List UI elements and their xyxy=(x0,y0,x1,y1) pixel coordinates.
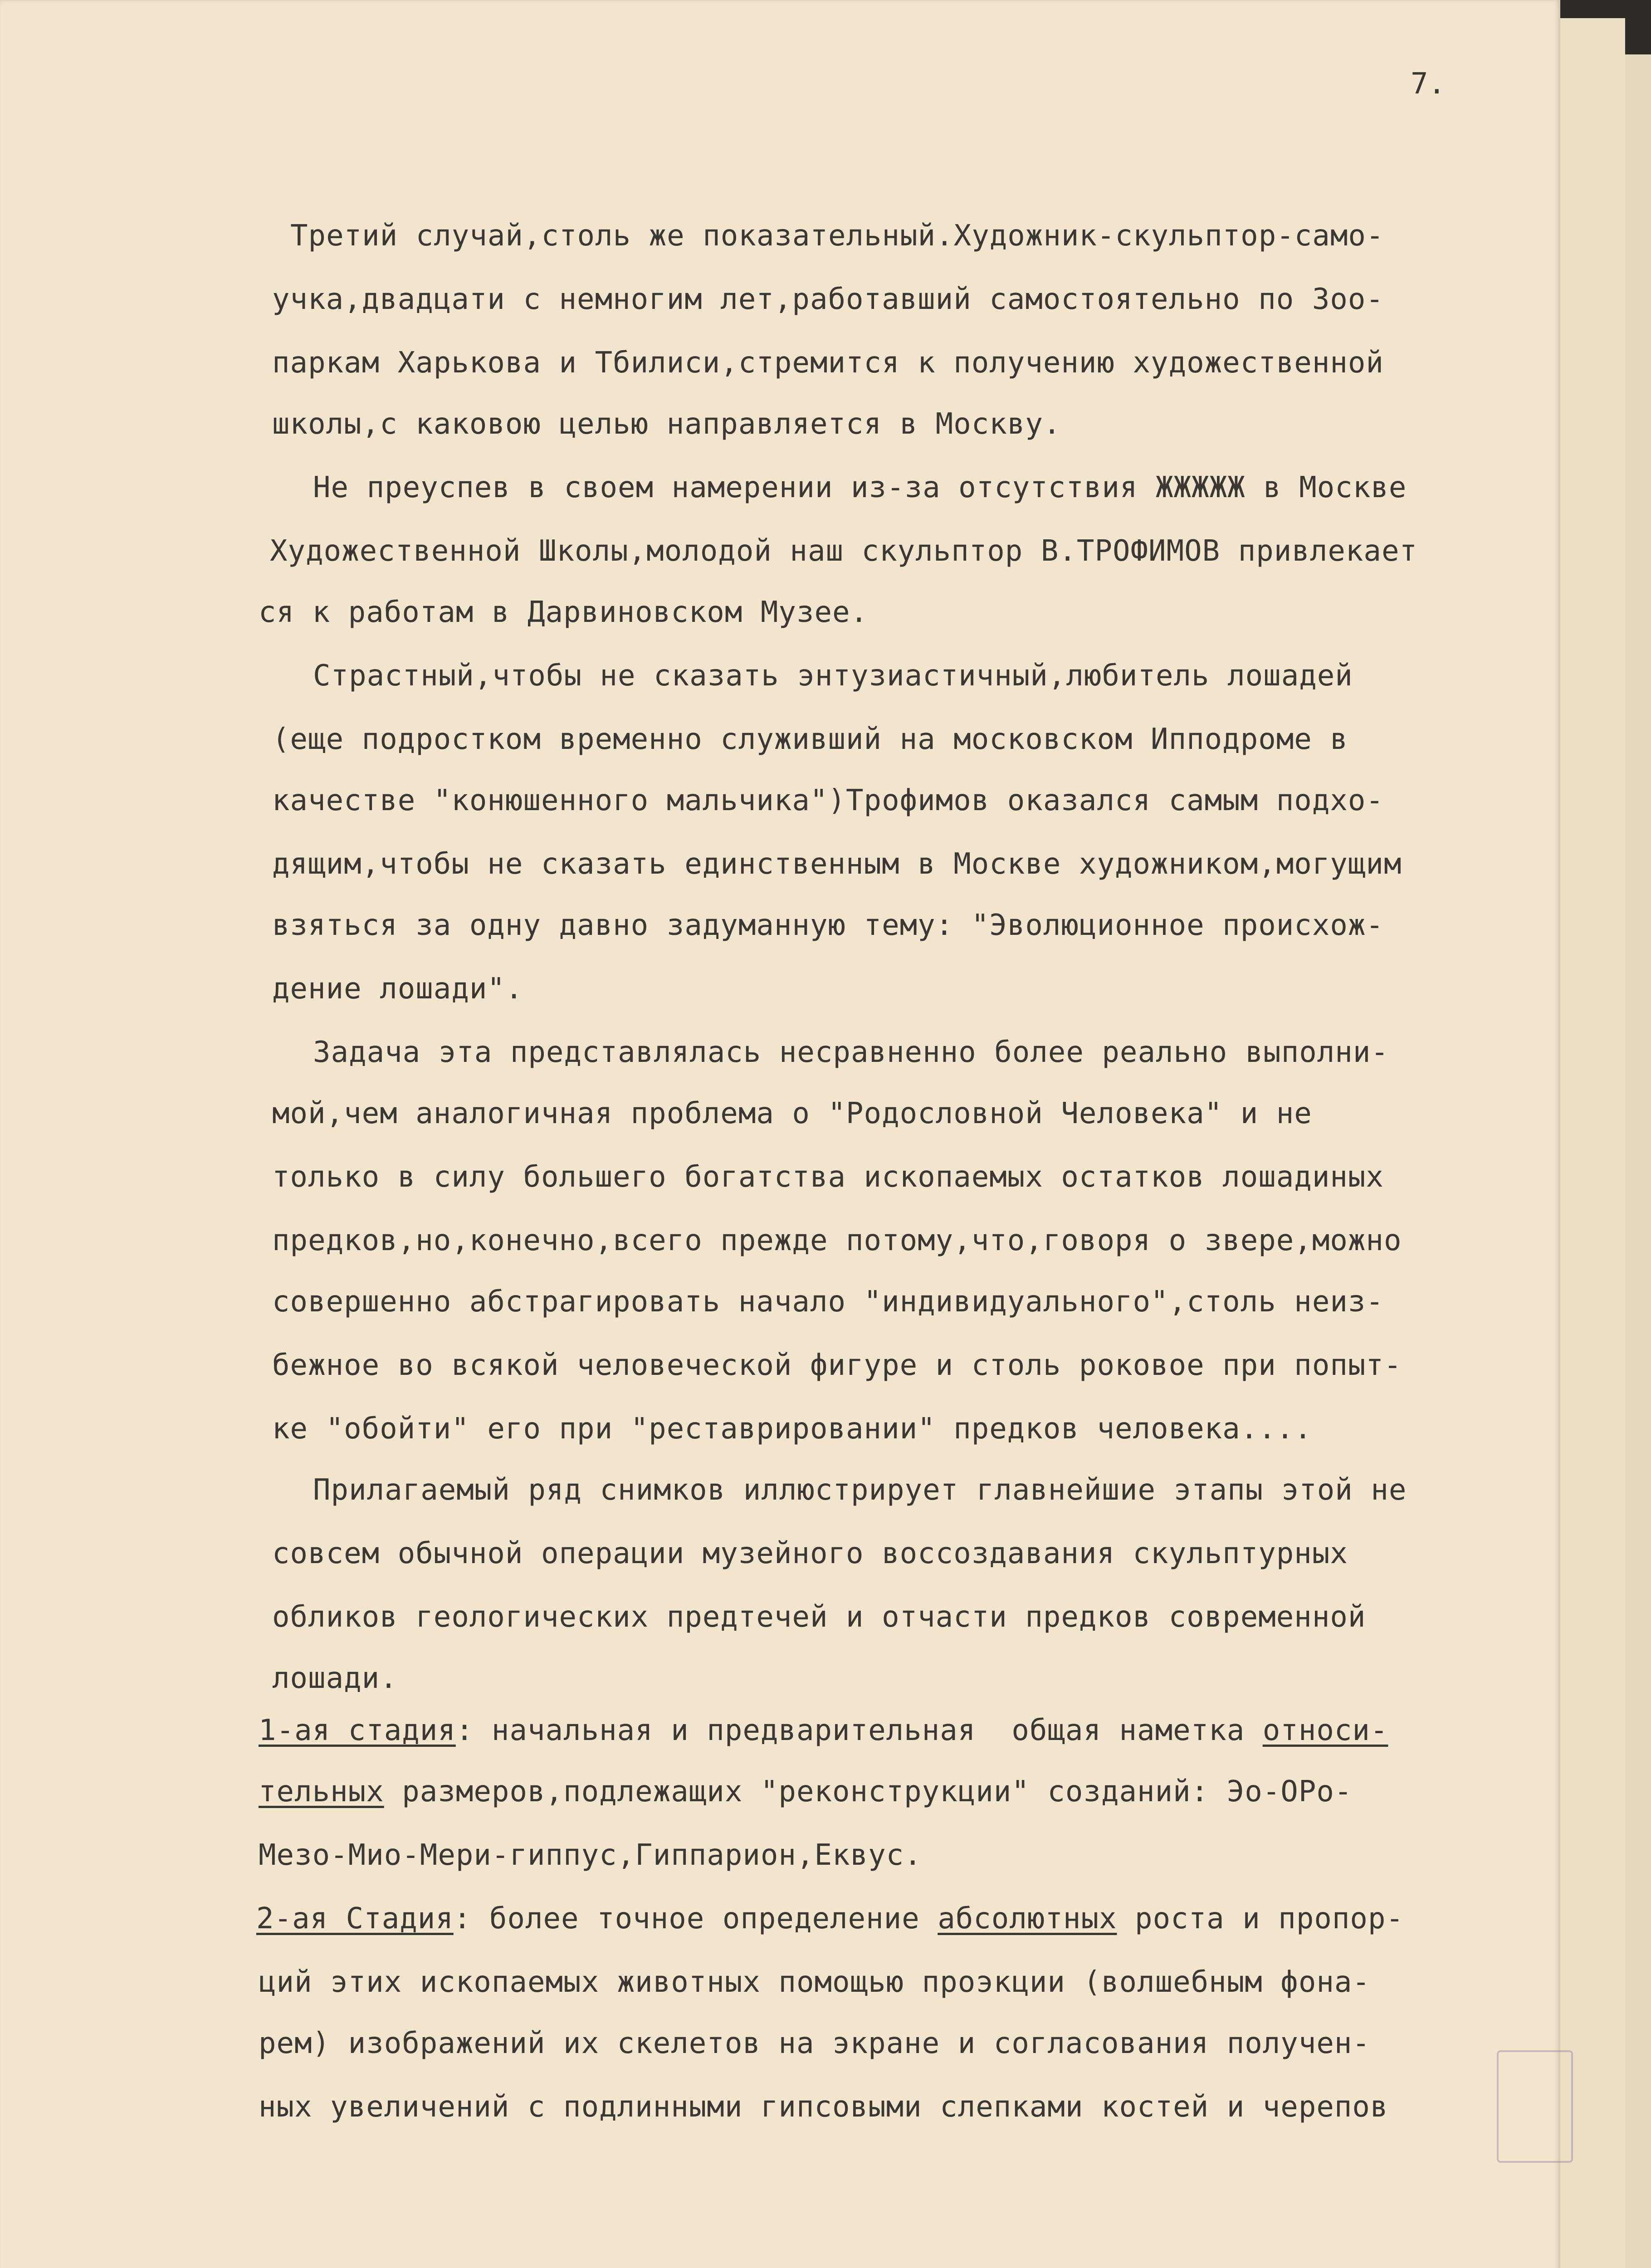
stage-1-underlined-word: относи- xyxy=(1262,1714,1388,1747)
page-number: 7. xyxy=(1411,67,1446,101)
stage-1-text: размеров,подлежащих "реконструкции" созданий: Эо-ОРо- xyxy=(384,1775,1353,1809)
text-line: Задача эта представлялась несравненно более реально выполни- xyxy=(313,1036,1389,1069)
text-line: бежное во всякой человеческой фигуре и столь роковое при попыт- xyxy=(272,1349,1402,1382)
text-line: взяться за одну давно задуманную тему: "Эволюционное происхож- xyxy=(272,909,1384,942)
stage-1-label: 1-ая стадия xyxy=(259,1714,456,1747)
text-line: обликов геологических предтечей и отчасти предков современной xyxy=(272,1600,1366,1634)
stage-2-text: : более точное определение xyxy=(453,1902,938,1936)
stage-2-line-1 xyxy=(256,1901,1404,1937)
text-line: Художественной Школы,молодой наш скульптор В.ТРОФИМОВ привлекает xyxy=(270,534,1417,568)
text-line: Не преуспев в своем намерении из-за отсутствия ЖЖЖЖЖ в Москве xyxy=(313,471,1407,504)
text-line: только в силу большего богатства ископаемых остатков лошадиных xyxy=(272,1160,1384,1194)
underlying-sheet xyxy=(1551,18,1625,2268)
text-line: Прилагаемый ряд снимков иллюстрирует главнейшие этапы этой не xyxy=(313,1473,1407,1507)
stage-1-text: : начальная и предварительная общая наметка xyxy=(455,1714,1263,1747)
text-line: ных увеличений с подлинными гипсовыми слепками костей и черепов xyxy=(259,2090,1388,2124)
text-line: паркам Харькова и Тбилиси,стремится к получению художественной xyxy=(272,346,1384,380)
text-line: школы,с каковою целью направляется в Москву. xyxy=(272,407,1061,441)
text-line: Страстный,чтобы не сказать энтузиастичный,любитель лошадей xyxy=(313,659,1353,693)
stage-2-label: 2-ая Стадия xyxy=(256,1902,454,1936)
text-line: (еще подростком временно служивший на московском Ипподроме в xyxy=(272,723,1348,756)
text-line: качестве "конюшенного мальчика")Трофимов оказался самым подхо- xyxy=(272,784,1384,817)
text-line: Третий случай,столь же показательный.Художник-скульптор-само- xyxy=(290,219,1384,253)
text-line: дение лошади". xyxy=(272,972,523,1006)
text-line: учка,двадцати с немногим лет,работавший самостоятельно по Зоо- xyxy=(272,283,1384,316)
text-line: предков,но,конечно,всего прежде потому,что,говоря о звере,можно xyxy=(272,1224,1402,1257)
stage-1-line-3: Мезо-Мио-Мери-гиппус,Гиппарион,Еквус. xyxy=(259,1838,922,1872)
stage-2-underlined-word: абсолютных xyxy=(938,1902,1117,1936)
text-line: ке "обойти" его при "реставрировании" предков человека.... xyxy=(272,1412,1312,1446)
stage-1-underlined-word: тельных xyxy=(259,1775,384,1809)
archive-stamp xyxy=(1497,2050,1573,2163)
text-line: мой,чем аналогичная проблема о "Родословной Человека" и не xyxy=(272,1097,1312,1130)
stage-1-line-2 xyxy=(259,1774,1352,1810)
text-line: рем) изображений их скелетов на экране и согласования получен- xyxy=(259,2027,1370,2060)
stage-2-text: роста и пропор- xyxy=(1117,1902,1404,1936)
text-line: лошади. xyxy=(272,1662,398,1695)
text-line: совершенно абстрагировать начало "индивидуального",столь неиз- xyxy=(272,1285,1384,1319)
stage-1-line-1 xyxy=(259,1712,1388,1749)
text-line: ций этих ископаемых животных помощью проэкции (волшебным фона- xyxy=(259,1965,1370,1999)
text-line: дящим,чтобы не сказать единственным в Москве художником,могущим xyxy=(272,847,1402,881)
text-line: ся к работам в Дарвиновском Музее. xyxy=(259,596,869,629)
text-line: совсем обычной операции музейного воссоздавания скульптурных xyxy=(272,1537,1348,1570)
